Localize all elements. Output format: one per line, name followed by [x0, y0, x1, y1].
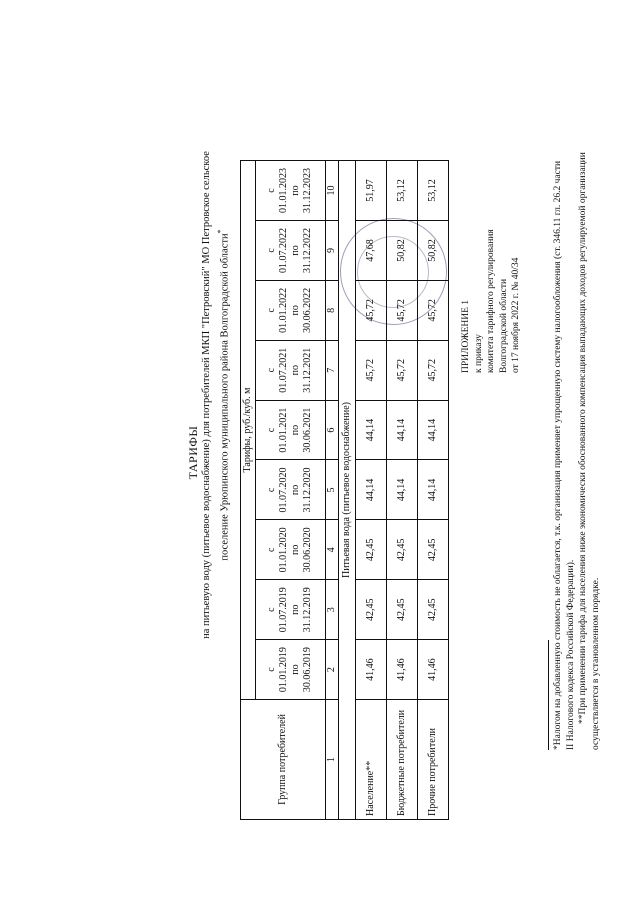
period-to: по	[290, 365, 302, 376]
period-cell	[255, 400, 325, 460]
period-start: 01.07.2022	[278, 227, 290, 273]
period-to: по	[290, 484, 302, 496]
tariff-value: 44,14	[418, 400, 449, 460]
tariff-value: 44,14	[356, 400, 387, 460]
tariff-value: 53,12	[418, 161, 449, 221]
consumer-group: Бюджетные потребители	[387, 700, 418, 820]
column-number: 6	[326, 400, 339, 460]
tariff-value: 45,72	[356, 280, 387, 340]
period-from: с	[266, 487, 278, 493]
consumer-group: Население**	[356, 700, 387, 820]
tariff-value: 42,45	[418, 520, 449, 580]
period-cell	[255, 460, 325, 520]
period-to: по	[290, 245, 302, 256]
tariff-value: 45,72	[387, 280, 418, 340]
period-start: 01.07.2020	[278, 467, 290, 513]
column-number: 8	[326, 280, 339, 340]
period-from: с	[266, 427, 278, 433]
period-from: с	[266, 607, 278, 612]
tariff-value: 45,72	[418, 280, 449, 340]
tariff-value: 44,14	[418, 460, 449, 520]
footnote-divider	[548, 640, 549, 750]
period-end: 31.12.2020	[302, 467, 314, 513]
period-start: 01.01.2020	[278, 527, 290, 573]
appendix-line: ПРИЛОЖЕНИЕ 1	[461, 299, 471, 373]
period-start: 01.01.2023	[278, 168, 290, 213]
footnote-1-line-1: *Налогом на добавленную стоимость не облагается, т.к. организация применяет упрощенную систему налогообложения (ст. 346.11 гл. 26.2 части	[553, 160, 563, 750]
period-end: 30.06.2020	[302, 527, 314, 573]
subtitle-line-2: сельское поселение Урюпинского муниципального района Волгоградской области	[201, 151, 231, 561]
period-from: с	[266, 547, 278, 553]
period-to: по	[290, 185, 302, 196]
tariff-value: 53,12	[387, 161, 418, 221]
period-start: 01.01.2019	[278, 647, 290, 693]
column-number: 3	[326, 580, 339, 640]
period-start: 01.07.2021	[278, 347, 290, 393]
tariff-value: 45,72	[387, 340, 418, 400]
column-number: 2	[326, 640, 339, 700]
period-end: 30.06.2021	[302, 407, 314, 453]
column-number-row	[326, 161, 339, 820]
section-row	[339, 161, 356, 820]
column-number: 7	[326, 340, 339, 400]
appendix-block	[460, 229, 523, 373]
period-end: 30.06.2022	[302, 287, 314, 333]
table-body	[339, 161, 449, 820]
tariff-value: 42,45	[387, 520, 418, 580]
document-subtitle	[200, 135, 233, 655]
period-to: по	[290, 544, 302, 555]
table-row	[387, 161, 418, 820]
tariff-value: 44,14	[387, 400, 418, 460]
period-to: по	[290, 424, 302, 436]
period-cell	[255, 580, 325, 640]
tariff-value: 45,72	[418, 340, 449, 400]
subtitle-footnote-mark: *	[216, 229, 225, 234]
footnotes	[552, 60, 602, 750]
column-number: 1	[326, 700, 339, 820]
period-from: с	[266, 667, 278, 672]
table-row	[418, 161, 449, 820]
period-start: 01.01.2021	[278, 407, 290, 453]
document-title: ТАРИФЫ	[186, 425, 200, 480]
period-start: 01.07.2019	[278, 587, 290, 633]
period-cell	[255, 161, 325, 221]
period-to: по	[290, 305, 302, 316]
tariff-value: 44,14	[387, 460, 418, 520]
section-title: Питьевая вода (питьевое водоснабжение)	[339, 161, 356, 820]
tariff-value: 42,45	[418, 580, 449, 640]
footnote-1-line-2: II Налогового кодекса Российской Федерации).	[565, 559, 576, 750]
period-to: по	[290, 664, 302, 675]
period-cell	[255, 340, 325, 400]
period-from: с	[266, 308, 278, 313]
tariff-value: 42,45	[387, 580, 418, 640]
tariff-value: 50,82	[418, 221, 449, 281]
footnote-2-line-1: **При применении тарифа для населения ниже экономически обоснованного компенсация выпадающих доходов регулируемой организации	[578, 152, 588, 724]
tariff-value: 51,97	[356, 161, 387, 221]
period-start: 01.01.2022	[278, 287, 290, 333]
tariff-value: 44,14	[356, 460, 387, 520]
tariff-table	[240, 160, 449, 820]
tariff-value: 47,68	[356, 221, 387, 281]
period-from: с	[266, 367, 278, 373]
table-header-row	[241, 161, 256, 820]
tariff-value: 41,46	[418, 640, 449, 700]
period-end: 30.06.2019	[302, 647, 314, 693]
consumer-group: Прочие потребители	[418, 700, 449, 820]
column-number: 10	[326, 161, 339, 221]
tariff-value: 41,46	[387, 640, 418, 700]
period-end: 31.12.2022	[302, 227, 314, 273]
tariff-value: 45,72	[356, 340, 387, 400]
period-cell	[255, 520, 325, 580]
tariff-value: 42,45	[356, 580, 387, 640]
appendix-line: Волгоградской области	[498, 278, 509, 373]
appendix-date: от 17 ноября 2022 г. № 40/34	[511, 257, 521, 373]
period-cell	[255, 640, 325, 700]
tariffs-header: Тарифы, руб./куб. м	[241, 161, 256, 700]
group-header: Группа потребителей	[241, 700, 326, 820]
column-number: 5	[326, 460, 339, 520]
period-cell	[255, 280, 325, 340]
table-row	[356, 161, 387, 820]
column-number: 9	[326, 221, 339, 281]
subtitle-line-1: на питьевую воду (питьевое водоснабжение) для потребителей МКП "Петровский" МО Петровское	[201, 192, 212, 639]
appendix-line: комитета тарифного регулирования	[486, 229, 496, 373]
tariff-value: 50,82	[387, 221, 418, 281]
tariff-value: 42,45	[356, 520, 387, 580]
period-from: с	[266, 188, 278, 193]
appendix-line: к приказу	[473, 334, 484, 373]
period-cell	[255, 221, 325, 281]
period-from: с	[266, 248, 278, 253]
period-to: по	[290, 604, 302, 615]
tariff-value: 41,46	[356, 640, 387, 700]
period-end: 31.12.2023	[302, 168, 314, 213]
column-number: 4	[326, 520, 339, 580]
period-end: 31.12.2021	[302, 347, 314, 393]
period-end: 31.12.2019	[302, 587, 314, 633]
footnote-2-line-2: осуществляется в установленном порядке.	[590, 577, 601, 750]
